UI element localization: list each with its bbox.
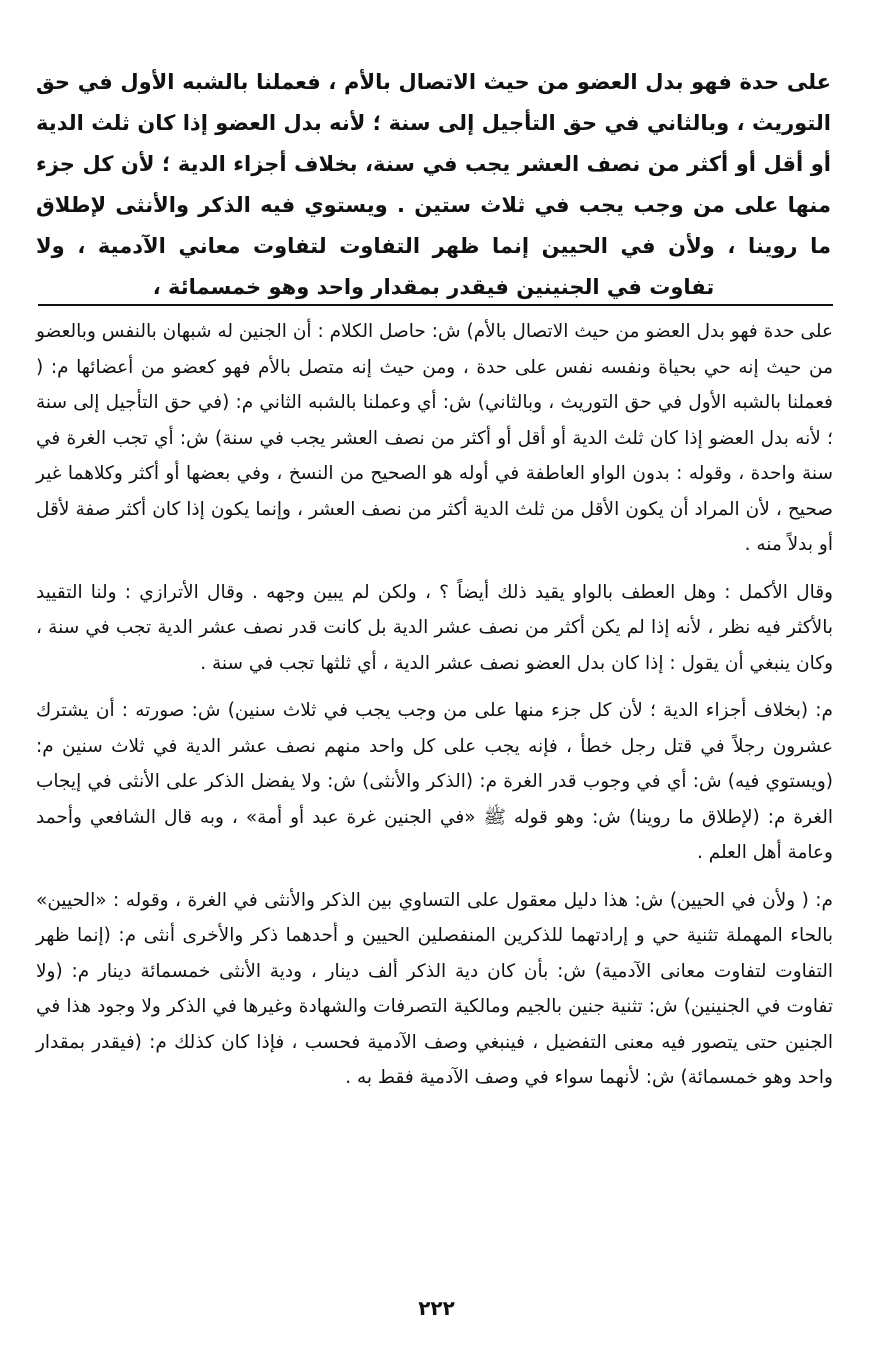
commentary [36, 314, 833, 1108]
commentary-paragraph: م: ( ولأن في الحيين) ش: هذا دليل معقول على التساوي بين الذكر والأنثى في الغرة ، وقوله : «الحيين» بالحاء المهملة تثنية حي و إرادتهما للذكرين المنفصلين الحيين و أحدهما ذكر والأخرى أنثى م: (إنما ظهر التفاوت لتفاوت معانى الآدمية) ش: بأن كان دية الذكر ألف دينار ، ودية الأنثى خمسمائة دينار م: (ولا تفاوت في الجنينين) ش: تثنية جنين بالجيم ومالكية التصرفات والشهادة وغيرها في الذكر ولا وجود هذا في الجنين حتى يتصور فيه معنى التفضيل ، فينبغي وصف الآدمية فحسب ، فإذا كان كذلك م: (فيقدر بمقدار واحد وهو خمسمائة) ش: لأنهما سواء في وصف الآدمية فقط به . [36, 889, 833, 1088]
commentary-paragraph: م: (بخلاف أجزاء الدية ؛ لأن كل جزء منها على من وجب يجب في ثلاث سنين) ش: صورته : أن يشترك عشرون رجلاً في قتل رجل خطأ ، فإنه يجب على كل واحد منهم نصف عشر الدية في ثلاث سنين م: (ويستوي فيه) ش: أي في وجوب قدر الغرة م: (الذكر والأنثى) ش: ولا يفضل الذكر على الأنثى في إيجاب الغرة م: (لإطلاق ما روينا) ش: وهو قوله ﷺ «في الجنين غرة عبد أو أمة» ، وبه قال الشافعي وأحمد وعامة أهل العلم . [36, 700, 833, 863]
commentary-paragraph: وقال الأكمل : وهل العطف بالواو يقيد ذلك أيضاً ؟ ، ولكن لم يبين وجهه . وقال الأترازي : ولنا التقييد بالأكثر فيه نظر ، لأنه إذا لم يكن أكثر من نصف عشر الدية بل كانت قدر نصف عشر الدية تجب في سنة ، وكان ينبغي أن يقول : إذا كان بدل العضو نصف عشر الدية ، أي ثلثها تجب في سنة . [36, 581, 833, 674]
footnote-divider [38, 304, 833, 306]
commentary-paragraph: على حدة فهو بدل العضو من حيث الاتصال بالأم) ش: حاصل الكلام : أن الجنين له شبهان بالنفس وبالعضو من حيث إنه حي بحياة ونفسه نفس على حدة ، ومن حيث إنه متصل بالأم فهو كعضو من أعضائها م: ( فعملنا بالشبه الأول في حق التوريث ، وبالثاني) ش: أي وعملنا بالشبه الثاني م: (في حق التأجيل إلى سنة ؛ لأنه بدل العضو إذا كان ثلث الدية أو أقل أو أكثر من نصف العشر يجب في سنة) ش: أي تجب الغرة في سنة واحدة ، وقوله : بدون الواو العاطفة في أوله هو الصحيح من النسخ ، وفي بعضها أو أكثر وكلاهما غير صحيح ، لأن المراد أن يكون الأقل من ثلث الدية أكثر من نصف العشر ، وإنما يكون إذا كان أكثر صفة لأقل أو بدلاً منه . [36, 321, 833, 555]
main-text: على حدة فهو بدل العضو من حيث الاتصال بالأم ، فعملنا بالشبه الأول في حق التوريث ، وبالثاني في حق التأجيل إلى سنة ؛ لأنه بدل العضو إذا كان ثلث الدية أو أقل أو أكثر من نصف العشر يجب في سنة، بخلاف أجزاء الدية ؛ لأن كل جزء منها على من وجب يجب في ثلاث ستين . ويستوي فيه الذكر والأنثى لإطلاق ما روينا ، ولأن في الحيين إنما ظهر التفاوت لتفاوت معاني الآدمية ، ولا تفاوت في الجنينين فيقدر بمقدار واحد وهو خمسمائة ، [36, 70, 831, 299]
page-number: ٢٢٢ [418, 1296, 455, 1320]
